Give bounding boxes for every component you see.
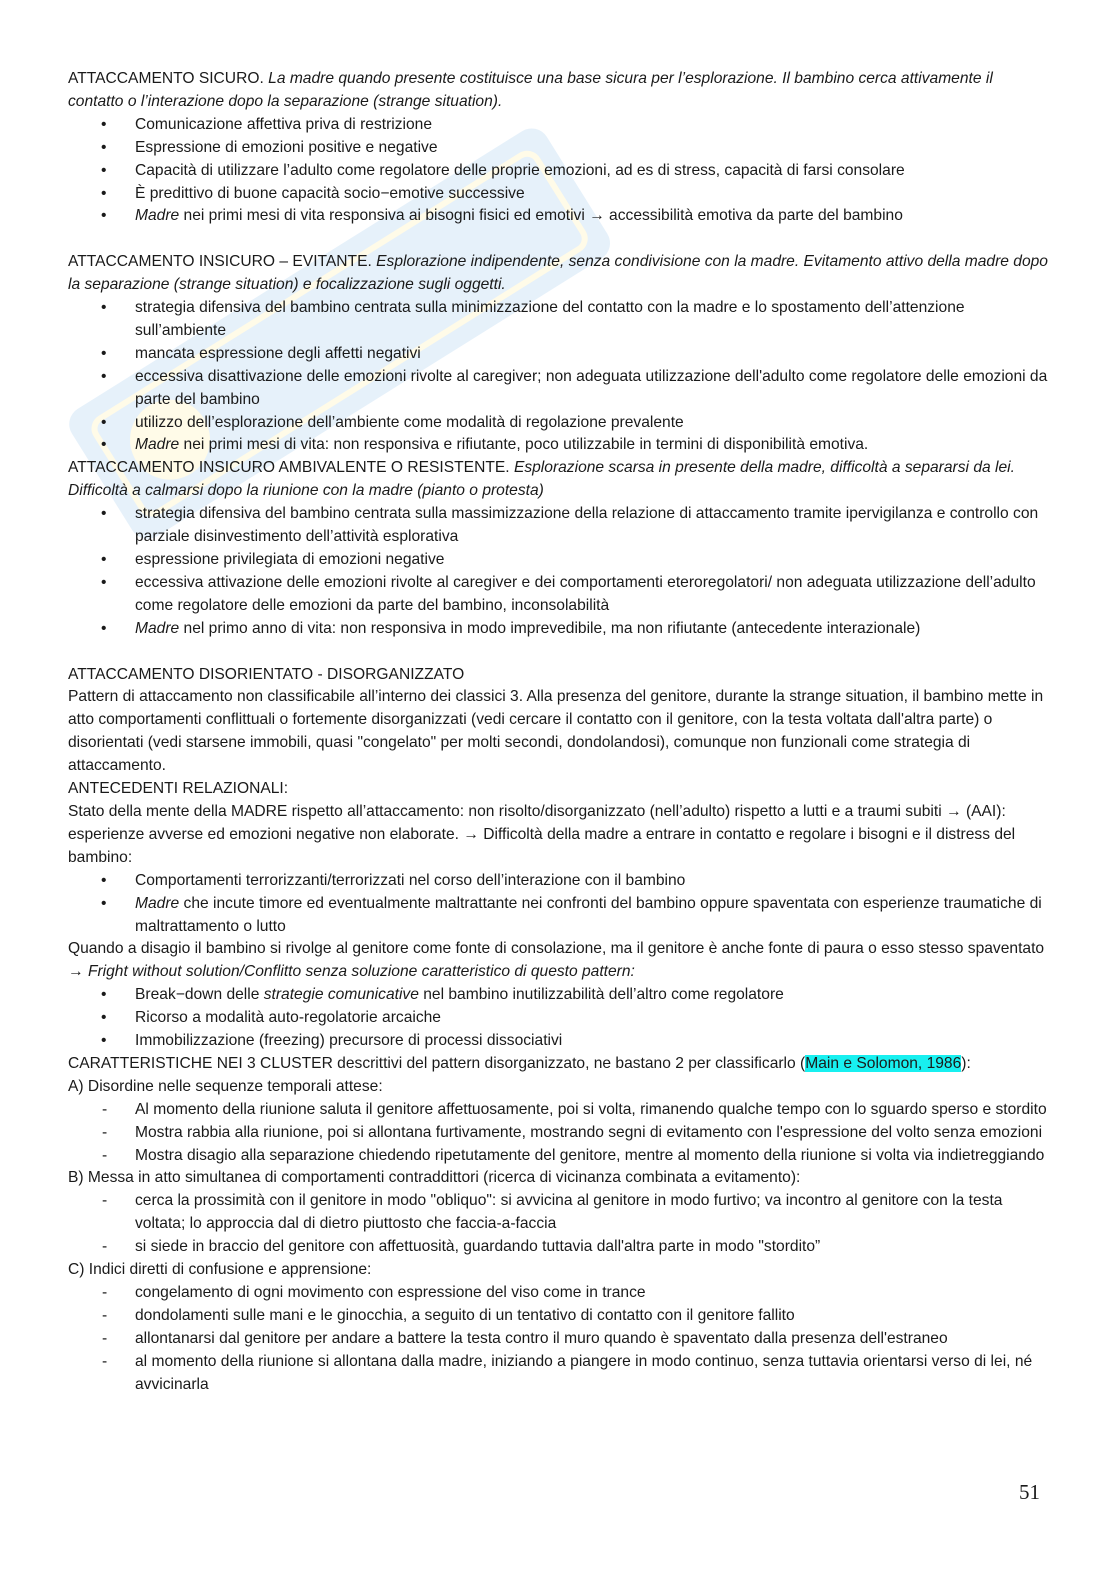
list-item: • eccessiva disattivazione delle emozioni rivolte al caregiver; non adeguata utilizzazione dell'adulto come regolatore delle emozioni da parte del bambino <box>68 366 1048 412</box>
list-item: - Mostra disagio alla separazione chiedendo ripetutamente del genitore, mentre al momento della riunione si volta via indietreggiando <box>68 1145 1048 1168</box>
cluster-c-title: C) Indici diretti di confusione e apprensione: <box>68 1261 372 1279</box>
section-ambivalente-heading: ATTACCAMENTO INSICURO AMBIVALENTE O RESISTENTE. Esplorazione scarsa in presente della madre, difficoltà a separarsi da lei. Difficoltà a calmarsi dopo la riunione con la madre (pianto o protesta) <box>68 459 1015 500</box>
cluster-b-list <box>68 1190 1048 1259</box>
section-evitante-heading: ATTACCAMENTO INSICURO – EVITANTE. Esplorazione indipendente, senza condivisione con la madre. Evitamento attivo della madre dopo la separazione (strange situation) e focalizzazione sugli oggetti. <box>68 253 1048 294</box>
list-item: - cerca la prossimità con il genitore in modo "obliquo": si avvicina al genitore in modo furtivo; va incontro al genitore con la testa voltata; lo approccia dal di dietro piuttosto che faccia-a-faccia <box>68 1190 1048 1236</box>
list-item: • Madre nel primo anno di vita: non responsiva in modo imprevedibile, ma non rifiutante (antecedente interazionale) <box>68 618 1048 641</box>
paragraph: Quando a disagio il bambino si rivolge al genitore come fonte di consolazione, ma il genitore è anche fonte di paura o esso stesso spaventato → Fright without solution/Conflitto senza soluzione caratteristico di questo pattern: <box>68 940 1045 981</box>
list-item: - Al momento della riunione saluta il genitore affettuosamente, poi si volta, rimanendo qualche tempo con lo sguardo sperso e stordito <box>68 1099 1048 1122</box>
list-item: • Madre che incute timore ed eventualmente maltrattante nei confronti del bambino oppure spaventata con esperienze traumatiche di maltrattamento o lutto <box>68 893 1048 939</box>
paragraph: Stato della mente della MADRE rispetto all’attaccamento: non risolto/disorganizzato (nell’adulto) rispetto a lutti e a traumi subiti → (AAI): esperienze avverse ed emozioni negative non elaborate. → Difficoltà della madre a entrare in contatto e regolare i bisogni e il distress del bambino: <box>68 802 1016 866</box>
list-item: • Ricorso a modalità auto-regolatorie arcaiche <box>68 1007 1048 1030</box>
cluster-a-title: A) Disordine nelle sequenze temporali attese: <box>68 1077 383 1095</box>
section-sicuro-heading: ATTACCAMENTO SICURO. La madre quando presente costituisce una base sicura per l’esplorazione. Il bambino cerca attivamente il contatto o l’interazione dopo la separazione (strange situation). <box>68 70 993 110</box>
fright-list <box>68 984 1048 1053</box>
document-page <box>68 68 1048 1397</box>
list-item: • utilizzo dell’esplorazione dell’ambiente come modalità di regolazione prevalente <box>68 412 1048 435</box>
list-item: • Capacità di utilizzare l’adulto come regolatore delle proprie emozioni, ad es di stress, capacità di farsi consolare <box>68 160 1048 183</box>
list-item: • mancata espressione degli affetti negativi <box>68 343 1048 366</box>
cluster-paragraph: CARATTERISTICHE NEI 3 CLUSTER descrittivi del pattern disorganizzato, ne bastano 2 per classificarlo (Main e Solomon, 1986): <box>68 1054 971 1072</box>
list-item: - si siede in braccio del genitore con affettuosità, guardando tuttavia dall'altra parte in modo "stordito” <box>68 1236 1048 1259</box>
list-item: • eccessiva attivazione delle emozioni rivolte al caregiver e dei comportamenti eteroregolatori/ non adeguata utilizzazione dell’adulto come regolatore delle emozioni da parte del bambino, inconsolabilità <box>68 572 1048 618</box>
cluster-b-title: B) Messa in atto simultanea di comportamenti contraddittori (ricerca di vicinanza combinata a evitamento): <box>68 1169 801 1187</box>
section-evitante-list <box>68 297 1048 457</box>
list-item: - al momento della riunione si allontana dalla madre, iniziando a piangere in modo continuo, senza tuttavia orientarsi verso di lei, né avvicinarla <box>68 1351 1048 1397</box>
list-item: • Madre nei primi mesi di vita responsiva ai bisogni fisici ed emotivi → accessibilità emotiva da parte del bambino <box>68 205 1048 228</box>
list-item: • Madre nei primi mesi di vita: non responsiva e rifiutante, poco utilizzabile in termini di disponibilità emotiva. <box>68 434 1048 457</box>
antecedenti-list <box>68 870 1048 939</box>
list-item: • Comportamenti terrorizzanti/terrorizzati nel corso dell’interazione con il bambino <box>68 870 1048 893</box>
list-item: - Mostra rabbia alla riunione, poi si allontana furtivamente, mostrando segni di evitamento con l'espressione del volto senza emozioni <box>68 1122 1048 1145</box>
list-item: • Comunicazione affettiva priva di restrizione <box>68 114 1048 137</box>
list-item: • È predittivo di buone capacità socio−emotive successive <box>68 183 1048 206</box>
list-item: • Espressione di emozioni positive e negative <box>68 137 1048 160</box>
list-item: - allontanarsi dal genitore per andare a battere la testa contro il muro quando è spaventato dalla presenza dell'estraneo <box>68 1328 1048 1351</box>
list-item: • Break−down delle strategie comunicative nel bambino inutilizzabilità dell’altro come regolatore <box>68 984 1048 1007</box>
subheading-antecedenti: ANTECEDENTI RELAZIONALI: <box>68 780 289 798</box>
cluster-a-list <box>68 1099 1048 1168</box>
section-sicuro-list <box>68 114 1048 229</box>
list-item: - dondolamenti sulle mani e le ginocchia, a seguito di un tentativo di contatto con il genitore fallito <box>68 1305 1048 1328</box>
list-item: • strategia difensiva del bambino centrata sulla massimizzazione della relazione di attaccamento tramite ipervigilanza e controllo con parziale disinvestimento dell’attività esplorativa <box>68 503 1048 549</box>
list-item: • Immobilizzazione (freezing) precursore di processi dissociativi <box>68 1030 1048 1053</box>
cluster-c-list <box>68 1282 1048 1397</box>
citation-highlight: Main e Solomon, 1986 <box>805 1054 962 1072</box>
section-disorganizzato-heading: ATTACCAMENTO DISORIENTATO - DISORGANIZZATO <box>68 665 465 683</box>
paragraph: Pattern di attaccamento non classificabile all’interno dei classici 3. Alla presenza del genitore, durante la strange situation, il bambino mette in atto comportamenti conflittuali o fortemente disorganizzati (vedi cercare il contatto con il genitore, con la testa voltata dall'altra parte) o disorientati (vedi starsene immobili, quasi "congelato" per molti secondi, dondolandosi), comunque non funzionali come strategia di attaccamento. <box>68 688 1044 775</box>
page-number: 51 <box>1019 1480 1040 1504</box>
list-item: • espressione privilegiata di emozioni negative <box>68 549 1048 572</box>
list-item: - congelamento di ogni movimento con espressione del viso come in trance <box>68 1282 1048 1305</box>
list-item: • strategia difensiva del bambino centrata sulla minimizzazione del contatto con la madre e lo spostamento dell’attenzione sull’ambiente <box>68 297 1048 343</box>
section-ambivalente-list <box>68 503 1048 640</box>
